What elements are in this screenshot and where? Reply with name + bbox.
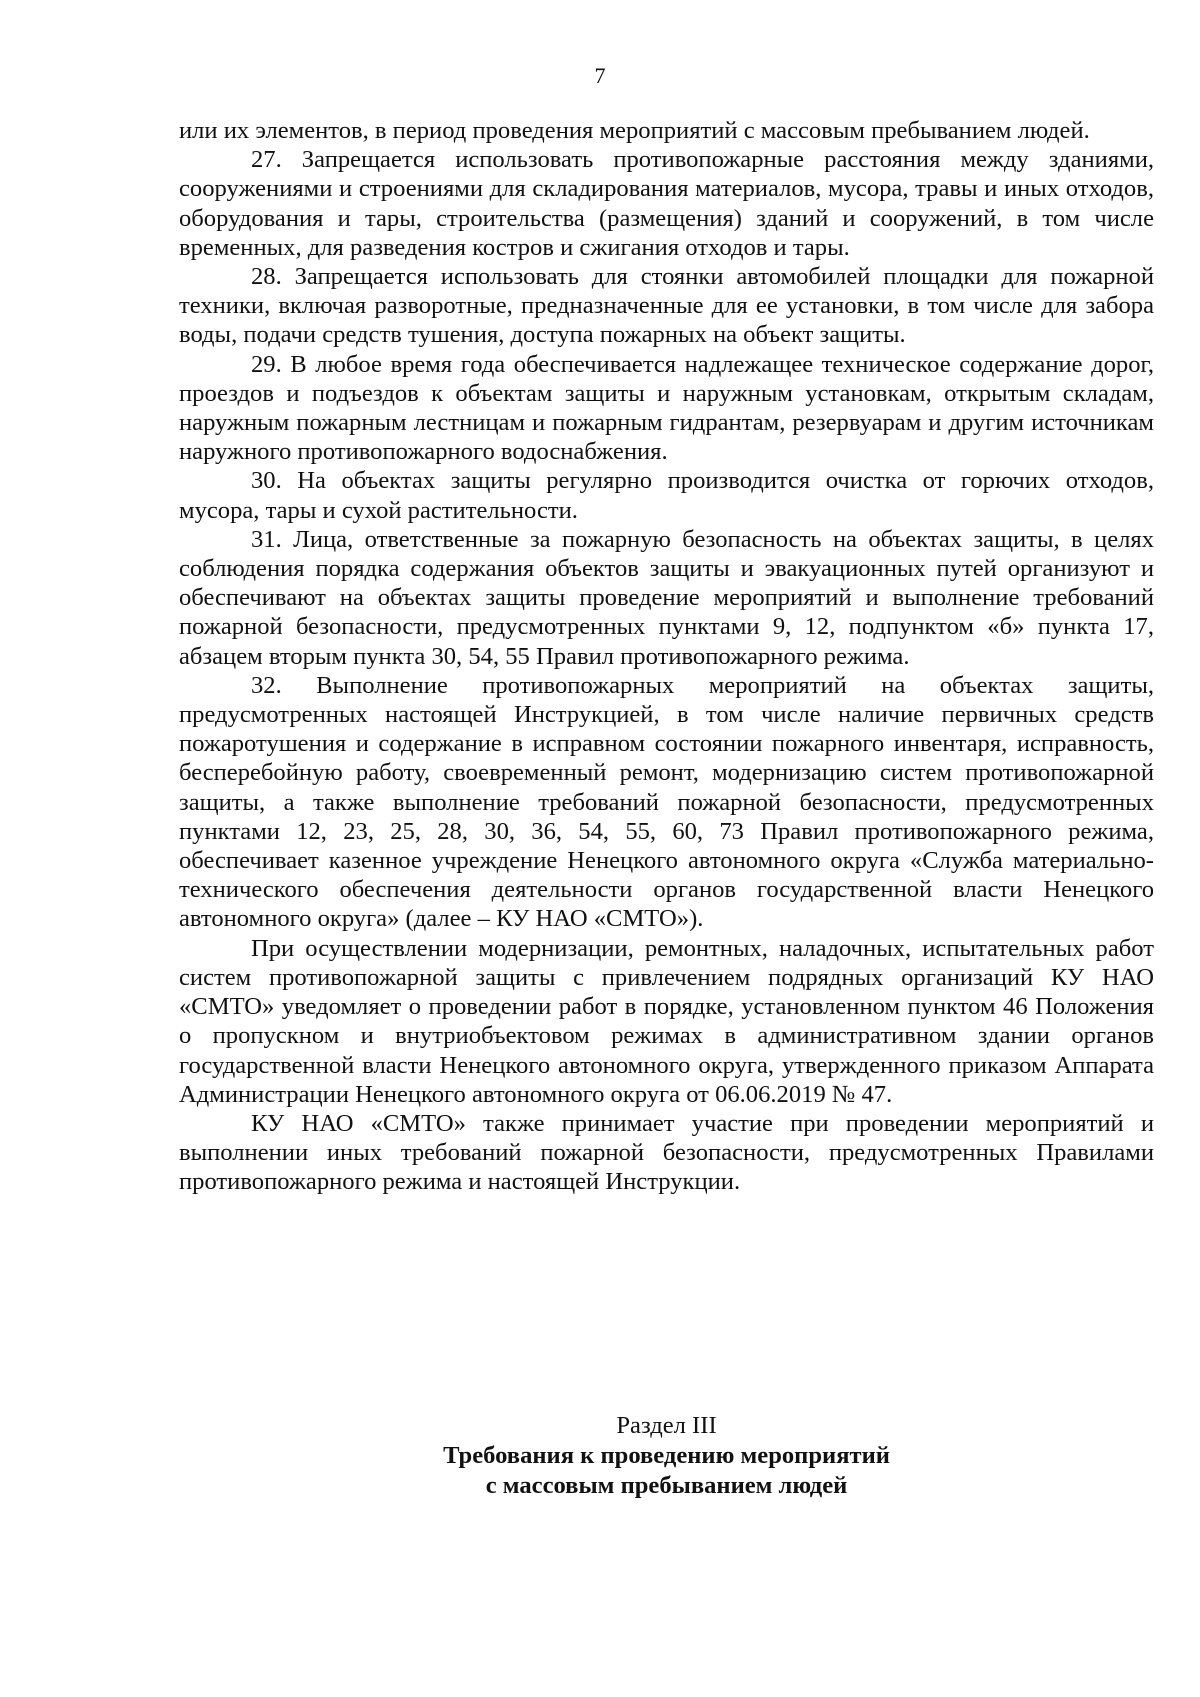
paragraph-item-29: 29. В любое время года обеспечивается надлежащее техническое содержание дорог, проездов и подъездов к объектам защиты и наружным установкам, открытым складам, наружным пожарным лестницам и пожарным гидрантам, резервуарам и другим источникам наружного противопожарного водоснабжения. (179, 350, 1154, 466)
paragraph-continuation: или их элементов, в период проведения мероприятий с массовым пребыванием людей. (179, 117, 1090, 144)
page-number: 7 (594, 63, 606, 88)
paragraph-item-32-part-3: КУ НАО «СМТО» также принимает участие при проведении мероприятий и выполнении иных требований пожарной безопасности, предусмотренных Правилами противопожарного режима и настоящей Инструкции. (179, 1109, 1154, 1196)
section-title-line-2: с массовым пребыванием людей (485, 1472, 848, 1499)
paragraph-item-31: 31. Лица, ответственные за пожарную безопасность на объектах защиты, в целях соблюдения порядка содержания объектов защиты и эвакуационных путей организуют и обеспечивают на объектах защиты проведение мероприятий и выполнение требований пожарной безопасности, предусмотренных пунктами 9, 12, подпунктом «б» пункта 17, абзацем вторым пункта 30, 54, 55 Правил противопожарного режима. (179, 525, 1154, 670)
paragraph-item-32-part-2: При осуществлении модернизации, ремонтных, наладочных, испытательных работ систем противопожарной защиты с привлечением подрядных организаций КУ НАО «СМТО» уведомляет о проведении работ в порядке, установленном пунктом 46 Положения о пропускном и внутриобъектовом режимах в административном здании органов государственной власти Ненецкого автономного округа, утвержденного приказом Аппарата Администрации Ненецкого автономного округа от 06.06.2019 № 47. (179, 934, 1154, 1108)
paragraph-item-28: 28. Запрещается использовать для стоянки автомобилей площадки для пожарной техники, включая разворотные, предназначенные для ее установки, в том числе для забора воды, подачи средств тушения, доступа пожарных на объект защиты. (179, 263, 1154, 349)
section-label: Раздел III (616, 1412, 717, 1439)
paragraph-item-27: 27. Запрещается использовать противопожарные расстояния между зданиями, сооружениями и строениями для складирования материалов, мусора, травы и иных отходов, оборудования и тары, строительства (размещения) зданий и сооружений, в том числе временных, для разведения костров и сжигания отходов и тары. (179, 146, 1154, 261)
section-heading (179, 1411, 1154, 1501)
document-body (179, 116, 1154, 1197)
section-title-line-1: Требования к проведению мероприятий (443, 1442, 890, 1469)
paragraph-item-32: 32. Выполнение противопожарных мероприятий на объектах защиты, предусмотренных настоящей Инструкцией, в том числе наличие первичных средств пожаротушения и содержание в исправном состоянии пожарного инвентаря, исправность, бесперебойную работу, своевременный ремонт, модернизацию систем противопожарной защиты, а также выполнение требований пожарной безопасности, предусмотренных пунктами 12, 23, 25, 28, 30, 36, 54, 55, 60, 73 Правил противопожарного режима, обеспечивает казенное учреждение Ненецкого автономного округа «Служба материально-технического обеспечения деятельности органов государственной власти Ненецкого автономного округа» (далее – КУ НАО «СМТО»). (179, 671, 1154, 933)
paragraph-item-30: 30. На объектах защиты регулярно производится очистка от горючих отходов, мусора, тары и сухой растительности. (179, 467, 1154, 524)
